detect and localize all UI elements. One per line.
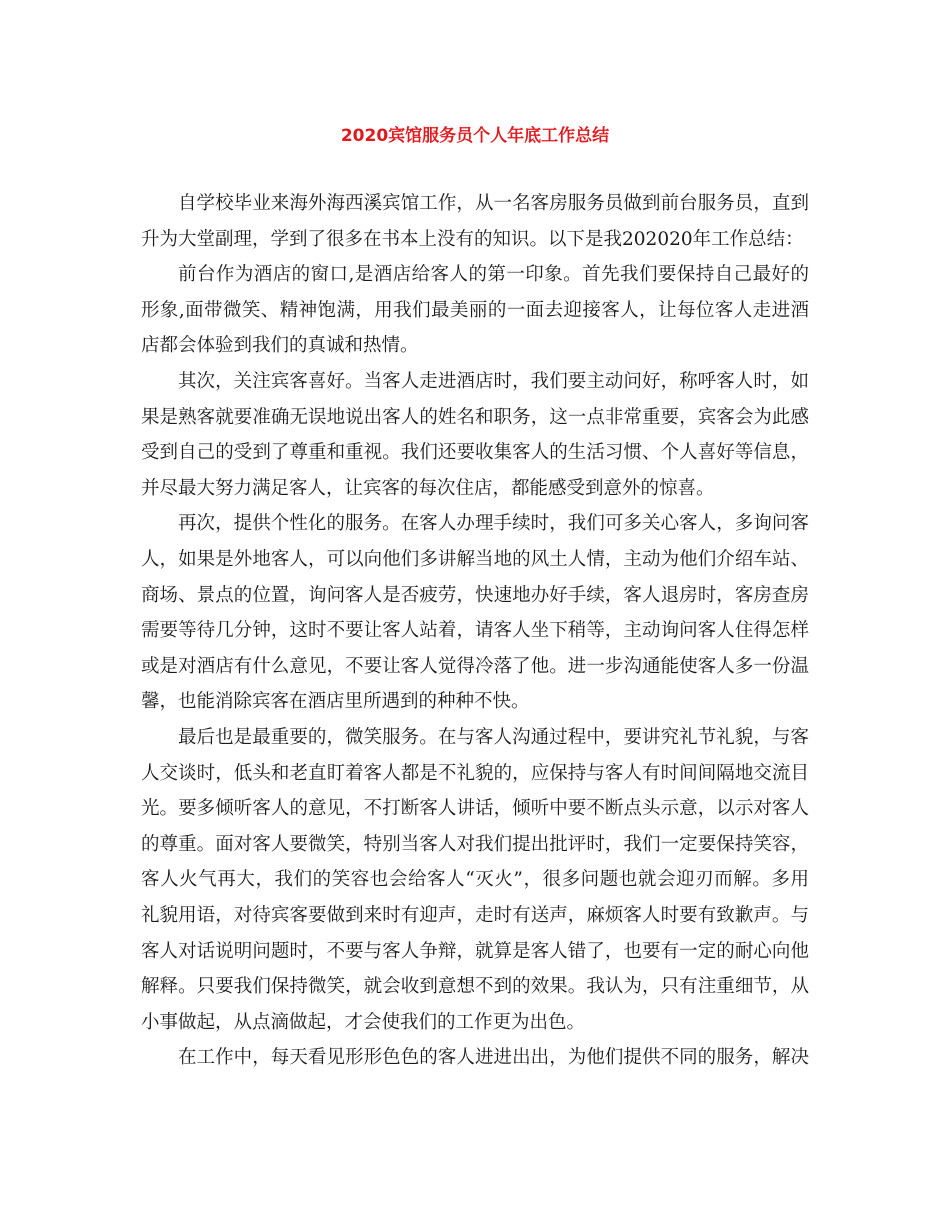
paragraph-line: 最后也是最重要的，微笑服务。在与客人沟通过程中，要讲究礼节礼貌，与客 — [178, 727, 809, 748]
paragraph-line: 自学校毕业来海外海西溪宾馆工作，从一名客房服务员做到前台服务员，直到 — [178, 193, 809, 214]
paragraph-line: 商场、景点的位置，询问客人是否疲劳，快速地办好手续，客人退房时，客房查房 — [141, 584, 809, 606]
paragraph-line: 升为大堂副理，学到了很多在书本上没有的知识。以下是我202020年工作总结： — [141, 228, 804, 250]
paragraph-line: 前台作为酒店的窗口,是酒店给客人的第一印象。首先我们要保持自己最好的 — [178, 264, 809, 286]
paragraph-line: 光。要多倾听客人的意见，不打断客人讲话，倾听中要不断点头示意，以示对客人 — [141, 798, 809, 820]
paragraph-line: 受到自己的受到了尊重和重视。我们还要收集客人的生活习惯、个人喜好等信息， — [141, 442, 809, 464]
paragraph-line: 礼貌用语，对待宾客要做到来时有迎声，走时有送声，麻烦客人时要有致歉声。与 — [141, 905, 809, 926]
paragraph-line: 解释。只要我们保持微笑，就会收到意想不到的效果。我认为，只有注重细节，从 — [141, 976, 809, 998]
paragraph-line: 小事做起，从点滴做起，才会使我们的工作更为出色。 — [141, 1011, 586, 1033]
paragraph-line: 再次，提供个性化的服务。在客人办理手续时，我们可多关心客人，多询问客 — [178, 513, 809, 535]
document-title: 2020宾馆服务员个人年底工作总结 — [340, 126, 610, 146]
paragraph-line: 的尊重。面对客人要微笑，特别当客人对我们提出批评时，我们一定要保持笑容， — [141, 833, 809, 855]
paragraph-line: 店都会体验到我们的真诚和热情。 — [141, 335, 419, 357]
paragraph-line: 形象,面带微笑、精神饱满，用我们最美丽的一面去迎接客人，让每位客人走进酒 — [141, 299, 809, 321]
paragraph-line: 果是熟客就要准确无误地说出客人的姓名和职务，这一点非常重要，宾客会为此感 — [141, 406, 809, 428]
paragraph-line: 在工作中，每天看见形形色色的客人进进出出，为他们提供不同的服务，解决 — [178, 1047, 809, 1069]
paragraph-line: 或是对酒店有什么意见，不要让客人觉得冷落了他。进一步沟通能使客人多一份温 — [141, 655, 809, 677]
paragraph-line: 客人对话说明问题时，不要与客人争辩，就算是客人错了，也要有一定的耐心向他 — [141, 940, 809, 962]
paragraph-line: 其次，关注宾客喜好。当客人走进酒店时，我们要主动问好，称呼客人时，如 — [178, 371, 809, 392]
paragraph-line: 需要等待几分钟，这时不要让客人站着，请客人坐下稍等，主动询问客人住得怎样 — [141, 620, 809, 642]
paragraph-line: 客人火气再大，我们的笑容也会给客人“灭火”，很多问题也就会迎刃而解。多用 — [141, 869, 809, 891]
paragraph-line: 馨，也能消除宾客在酒店里所遇到的种种不快。 — [141, 691, 530, 713]
paragraph-line: 并尽最大努力满足客人，让宾客的每次住店，都能感受到意外的惊喜。 — [141, 477, 715, 499]
paragraph-line: 人交谈时，低头和老直盯着客人都是不礼貌的，应保持与客人有时间间隔地交流目 — [141, 762, 809, 784]
paragraph-line: 人，如果是外地客人，可以向他们多讲解当地的风土人情，主动为他们介绍车站、 — [141, 549, 809, 570]
